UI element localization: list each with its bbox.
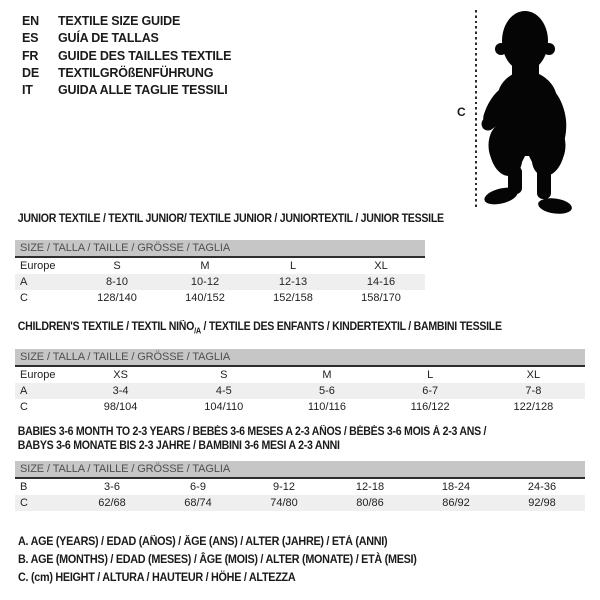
junior-section-title: JUNIOR TEXTILE / TEXTIL JUNIOR/ TEXTILE JUNIOR / JUNIORTEXTIL / JUNIOR TESSILE	[17, 213, 444, 225]
childrens-section-title	[15, 321, 539, 338]
table-cell: 74/80	[270, 497, 298, 509]
table-cell: 14-16	[366, 275, 396, 288]
table-cell: 3-6	[104, 481, 120, 493]
table-cell: 10-12	[190, 275, 220, 288]
babies-section-title	[15, 426, 584, 453]
height-c-label: C	[457, 105, 466, 119]
table-cell: 62/68	[98, 497, 126, 509]
row-label-cell: C	[20, 497, 28, 509]
table-cell: 140/152	[185, 291, 225, 304]
table-cell: 12-18	[355, 481, 385, 493]
table-cell: 152/158	[273, 291, 313, 304]
table-cell: XL	[526, 368, 541, 381]
table-cell: 86/92	[442, 497, 470, 509]
table-cell: 8-10	[105, 275, 129, 288]
table-cell: S	[220, 368, 228, 381]
table-cell: 6-9	[190, 481, 206, 493]
lang-code: ES	[22, 31, 39, 46]
row-label-cell: C	[20, 400, 28, 413]
lang-title: TEXTILGRÖßENFÜHRUNG	[58, 65, 214, 80]
row-label-cell: A	[20, 384, 28, 397]
lang-row-de	[22, 65, 231, 82]
lang-title: GUIDE DES TAILLES TEXTILE	[58, 48, 232, 63]
babies-textile-section	[15, 426, 585, 511]
table-cell: 158/170	[361, 291, 401, 304]
table-cell: 92/98	[528, 497, 556, 509]
junior-textile-section	[15, 213, 444, 306]
language-title-list	[22, 13, 231, 99]
table-row	[15, 383, 585, 399]
childrens-size-table	[15, 367, 585, 415]
table-cell: 128/140	[97, 291, 137, 304]
table-row	[15, 290, 425, 306]
table-cell: XL	[374, 259, 388, 272]
title-subscript: /A	[194, 326, 201, 336]
table-row	[15, 479, 585, 495]
measurement-legend	[18, 534, 417, 587]
table-cell: S	[113, 259, 121, 272]
table-row	[15, 495, 585, 511]
table-cell: 5-6	[319, 384, 335, 397]
lang-row-en	[22, 13, 231, 30]
table-cell: L	[289, 259, 297, 272]
size-header-band: SIZE / TALLA / TAILLE / GRÖSSE / TAGLIA	[15, 349, 585, 367]
row-label-cell: Europe	[20, 259, 56, 272]
table-cell: 122/128	[513, 400, 554, 413]
lang-title: TEXTILE SIZE GUIDE	[58, 14, 181, 28]
table-row	[15, 274, 425, 290]
title-line-1: BABIES 3-6 MONTH TO 2-3 YEARS / BEBÉS 3-6 MESES A 2-3 AÑOS / BÉBÉS 3-6 MOIS À 2-3 ANS /	[17, 426, 487, 438]
baby-toddler-silhouette-icon	[455, 0, 600, 220]
table-cell: 104/110	[204, 400, 244, 413]
title-line-2: BABYS 3-6 MONATE BIS 2-3 JAHRE / BAMBINI 3-6 MESI A 2-3 ANNI	[17, 439, 340, 452]
table-cell: 68/74	[184, 497, 212, 509]
table-cell: 9-12	[272, 481, 296, 493]
table-cell: 18-24	[441, 481, 471, 493]
table-cell: 80/86	[356, 497, 384, 509]
legend-line-c: C. (cm) HEIGHT / ALTURA / HAUTEUR / HÖHE / ALTEZZA	[18, 571, 296, 584]
table-cell: 24-36	[527, 481, 557, 493]
table-row	[15, 258, 425, 274]
legend-line-b: B. AGE (MONTHS) / EDAD (MESES) / ÂGE (MOIS) / ALTER (MONATE) / ETÀ (MESI)	[18, 553, 417, 566]
table-row	[15, 367, 585, 383]
title-text: CHILDREN'S TEXTILE / TEXTIL NIÑO	[17, 321, 195, 333]
table-cell: 110/116	[307, 400, 347, 413]
lang-title: GUÍA DE TALLAS	[58, 31, 159, 46]
table-cell: 116/122	[410, 400, 450, 413]
table-cell: 6-7	[422, 384, 439, 397]
row-label-cell: Europe	[20, 368, 56, 381]
lang-code: FR	[22, 48, 39, 63]
lang-code: DE	[22, 65, 39, 80]
size-header-band: SIZE / TALLA / TAILLE / GRÖSSE / TAGLIA	[15, 240, 425, 258]
row-label-cell: B	[20, 481, 28, 493]
table-cell: M	[322, 368, 332, 381]
size-header-band: SIZE / TALLA / TAILLE / GRÖSSE / TAGLIA	[15, 461, 585, 479]
lang-row-es	[22, 30, 231, 47]
lang-row-it	[22, 82, 231, 99]
childrens-textile-section	[15, 321, 585, 415]
lang-row-fr	[22, 48, 231, 65]
title-text: / TEXTILE DES ENFANTS / KINDERTEXTIL / BAMBINI TESSILE	[200, 321, 502, 333]
junior-size-table	[15, 258, 425, 306]
table-cell: 3-4	[112, 384, 129, 397]
table-cell: 12-13	[278, 275, 308, 288]
table-cell: M	[200, 259, 210, 272]
table-cell: L	[427, 368, 434, 381]
lang-code: EN	[22, 14, 39, 28]
table-cell: 7-8	[525, 384, 542, 397]
legend-line-a: A. AGE (YEARS) / EDAD (AÑOS) / ÂGE (ANS) / ALTER (JAHRE) / ETÀ (ANNI)	[18, 536, 388, 548]
table-cell: 98/104	[103, 400, 138, 413]
table-cell: XS	[113, 368, 128, 381]
babies-size-table	[15, 479, 585, 511]
row-label-cell: C	[20, 291, 28, 304]
lang-code: IT	[22, 83, 33, 98]
table-cell: 4-5	[215, 384, 232, 397]
table-row	[15, 399, 585, 415]
lang-title: GUIDA ALLE TAGLIE TESSILI	[58, 83, 228, 98]
row-label-cell: A	[20, 275, 28, 288]
